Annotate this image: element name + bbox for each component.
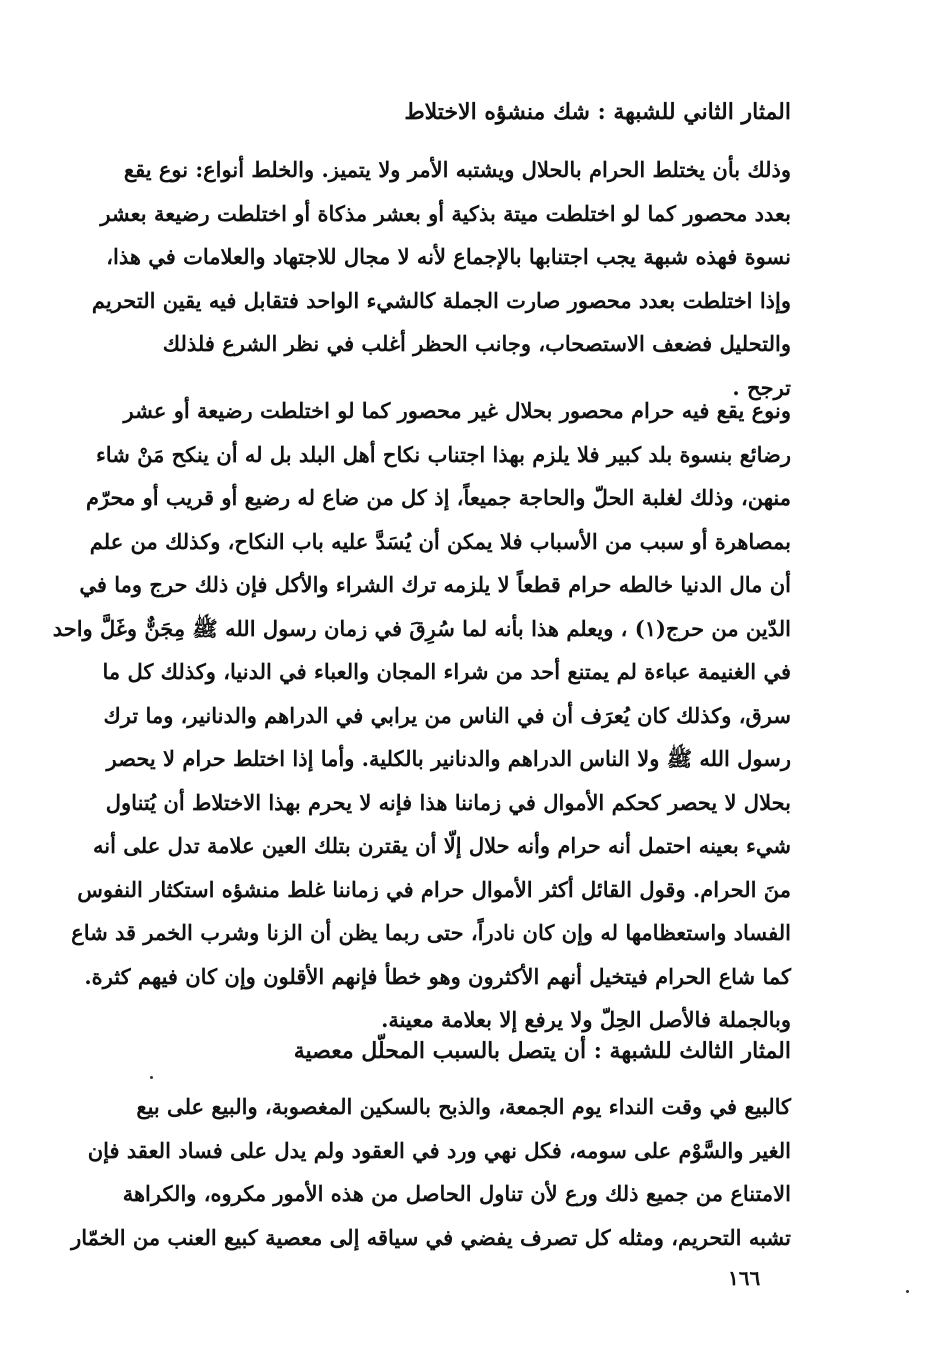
text-line: وبالجملة فالأصل الحِلّ ولا يرفع إلا بعلامة معينة. [381,1007,791,1032]
text-line: منهن، وذلك لغلبة الحلّ والحاجة جميعاً، إذ كل من ضاع له رضيع أو قريب أو محرّم [85,485,791,510]
scan-speck [906,1290,909,1293]
text-line: منَ الحرام. وقول القائل أكثر الأموال حرام في زماننا غلط منشؤه استكثار النفوس [77,876,791,902]
section-heading-second: المثار الثاني للشبهة : شك منشؤه الاختلاط [404,99,791,125]
page-number: ١٦٦ [728,1266,761,1290]
text-line: تشبه التحريم، ومثله كل تصرف يفضي في سياقه إلى معصية كبيع العنب من الخمّار [71,1224,791,1250]
text-line: في الغنيمة عباءة لم يمتنع أحد من شراء المجان والعباء في الدنيا، وكذلك كل ما [102,659,791,684]
text-line: ترجح . [732,374,791,400]
text-line: الفساد واستعظامها له وإن كان نادراً، حتى ربما يظن أن الزنا وشرب الخمر قد شاع [71,920,791,945]
text-line: والتحليل فضعف الاستصحاب، وجانب الحظر أغلب في نظر الشرع فلذلك [162,331,791,356]
text-line: الدّين من حرج(١) ، ويعلم هذا بأنه لما سُرِقَ في زمان رسول الله ﷺ مِجَنٌّ وغَلَّ واحد [52,615,791,641]
text-line: رسول الله ﷺ ولا الناس الدراهم والدنانير بالكلية. وأما إذا اختلط حرام لا يحصر [106,746,791,771]
section-heading-third: المثار الثالث للشبهة : أن يتصل بالسبب المحلّل معصية [293,1038,791,1064]
text-line: كما شاع الحرام فيتخيل أنهم الأكثرون وهو خطأ فإنهم الأقلون وإن كان فيهم كثرة. [84,963,791,989]
paragraph-limited-with-unlimited [52,389,791,1042]
text-line: أن مال الدنيا خالطه حرام قطعاً لا يلزمه ترك الشراء والأكل فإن ذلك حرج وما في [79,572,791,597]
text-line: بحلال لا يحصر كحكم الأموال في زماننا هذا فإنه لا يحرم بهذا الاختلاط أن يُتناول [105,789,791,815]
text-line: سرق، وكذلك كان يُعرَف أن في الناس من يرابي في الدراهم والدنانير، وما ترك [103,702,791,728]
text-line: نسوة فهذه شبهة يجب اجتنابها بالإجماع لأنه لا مجال للاجتهاد والعلامات في هذا، [106,244,791,269]
text-line: الغير والسَّوْم على سومه، فكل نهي ورد في العقود ولم يدل على فساد العقد فإن [87,1137,791,1163]
text-line: رضائع بنسوة بلد كبير فلا يلزم بهذا اجتناب نكاح أهل البلد بل له أن ينكح مَنْ شاء [95,441,791,467]
text-line: كالبيع في وقت النداء يوم الجمعة، والذبح بالسكين المغصوبة، والبيع على بيع [136,1094,791,1119]
text-line: وإذا اختلطت بعدد محصور صارت الجملة كالشيء الواحد فتقابل فيه يقين التحريم [91,287,791,313]
paragraph-sin-connected [71,1085,791,1259]
scan-speck [150,1076,153,1079]
text-line: بمصاهرة أو سبب من الأسباب فلا يمكن أن يُسَدَّ عليه باب النكاح، وكذلك من علم [89,528,791,554]
text-line: بعدد محصور كما لو اختلطت ميتة بذكية أو بعشر مذكاة أو اختلطت رضيعة بعشر [100,200,791,226]
text-line: وذلك بأن يختلط الحرام بالحلال ويشتبه الأمر ولا يتميز. والخلط أنواع: نوع يقع [123,157,791,182]
text-line: ونوع يقع فيه حرام محصور بحلال غير محصور كما لو اختلطت رضيعة أو عشر [123,398,791,423]
text-line: الامتناع من جميع ذلك ورع لأن تناول الحاصل من هذه الأمور مكروه، والكراهة [122,1181,791,1206]
paragraph-mixing-types [91,148,791,409]
text-line: شيء بعينه احتمل أنه حرام وأنه حلال إلّا أن يقترن بتلك العين علامة تدل على أنه [93,833,791,858]
